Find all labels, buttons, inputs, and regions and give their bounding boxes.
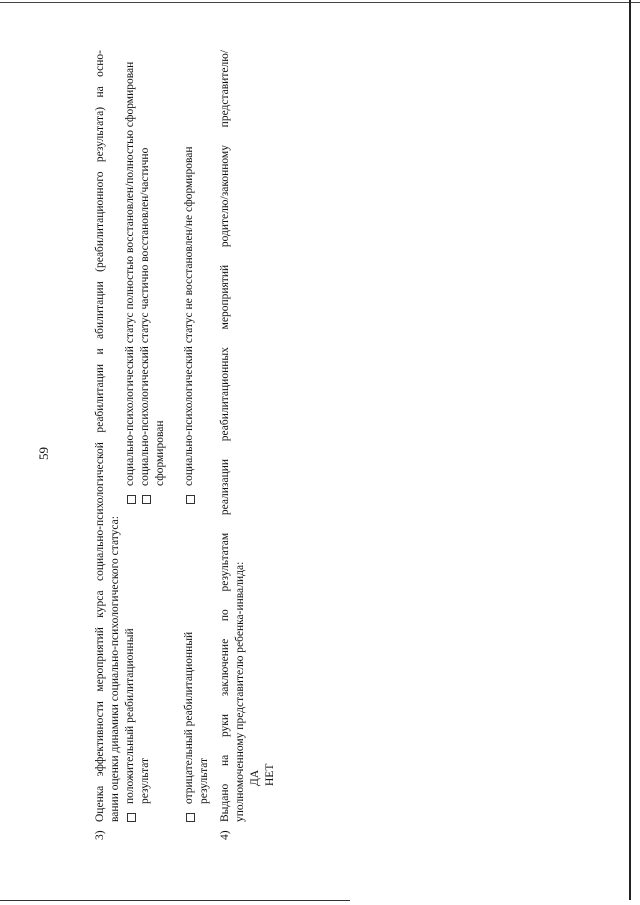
scan-edge-bottom (0, 900, 350, 901)
status-fully-restored-checkbox[interactable] (127, 495, 136, 504)
status-fully-restored-label: социально-психологический статус полностью восстановлен/полностью сформирован (124, 61, 136, 486)
negative-result-checkbox[interactable] (186, 813, 195, 822)
positive-result-label-line-1: положительный реабилитационный (124, 628, 136, 804)
status-not-restored-label: социально-психологический статус не восстановлен/не сформирован (183, 146, 195, 486)
section-3 (93, 50, 212, 840)
section-4-number: 4) (219, 830, 231, 840)
positive-result-checkbox[interactable] (127, 813, 136, 822)
status-partially-restored-label: социально-психологический статус частично восстановлен/частично (139, 147, 151, 486)
negative-result-label-line-1: отрицательный реабилитационный (183, 631, 195, 804)
section-3-intro-line-2: вании оценки динамики социально-психологического статуса: (109, 516, 121, 822)
rehab-result-options (123, 50, 212, 822)
positive-result-label-line-2: результат (139, 757, 151, 804)
section-4-line-1: Выдано на руки заключение по результатам реализации реабилитационных мероприятий родителю/законному представителю/ (219, 50, 231, 822)
answer-no[interactable]: НЕТ (264, 763, 276, 786)
page-number: 59 (36, 447, 51, 460)
status-not-restored-checkbox[interactable] (186, 495, 195, 504)
section-4-answers (248, 50, 278, 786)
negative-result-label-line-2: результат (198, 757, 210, 804)
answer-yes[interactable]: ДА (249, 769, 261, 786)
status-partially-restored-checkbox[interactable] (142, 495, 151, 504)
status-partially-restored-label-cont: сформирован (154, 420, 166, 486)
section-4 (218, 50, 278, 840)
section-4-line-2: уполномоченному представителю ребенка-инвалида: (234, 561, 246, 822)
section-3-intro-line-1: Оценка эффективности мероприятий курса социально-психологической реабилитации и абилитации (реабилитационного результата) на осно- (94, 50, 106, 822)
section-3-number: 3) (94, 830, 106, 840)
